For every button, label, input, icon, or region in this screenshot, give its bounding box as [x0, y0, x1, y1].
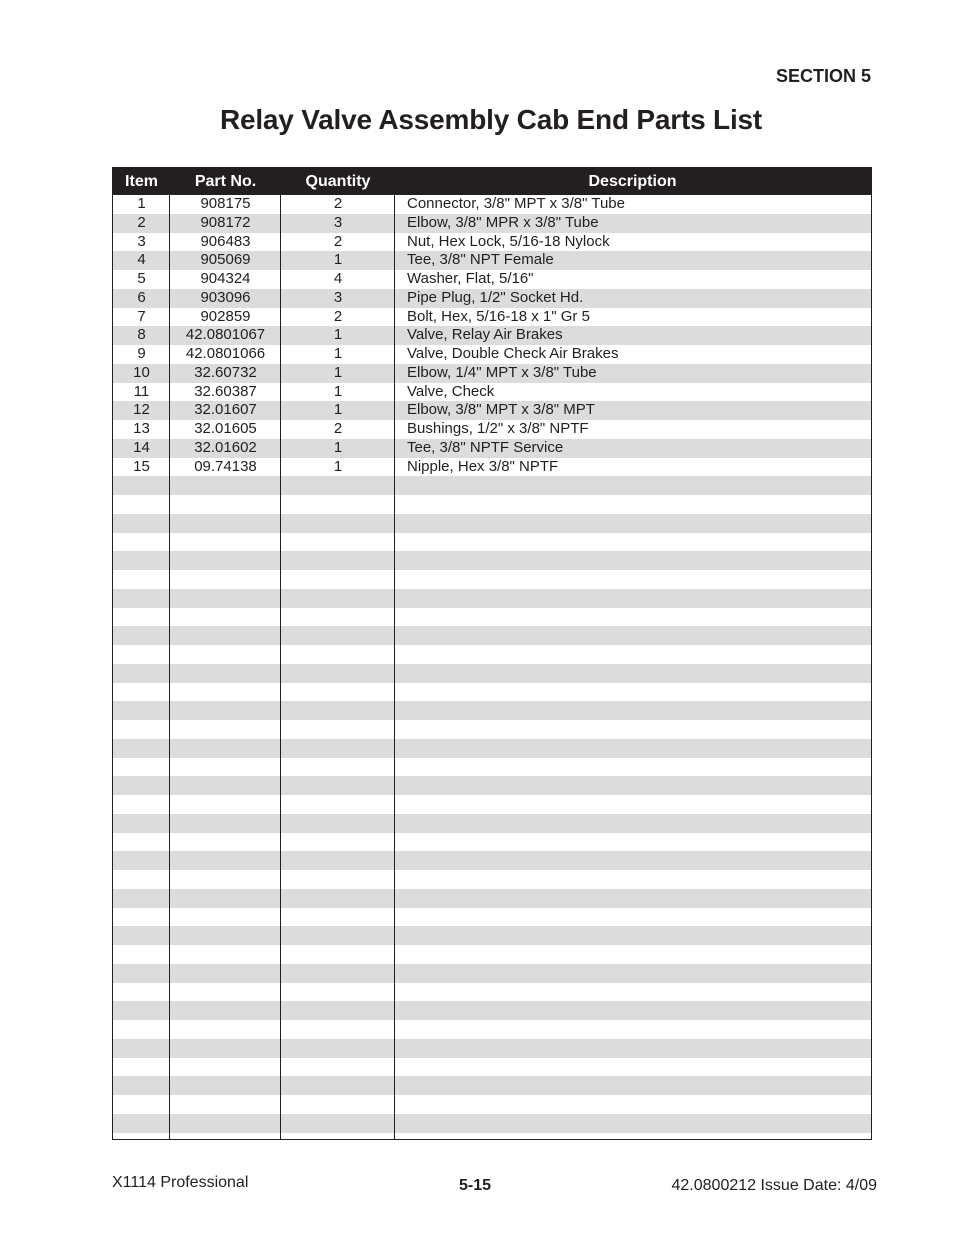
cell-item: 5: [137, 270, 146, 287]
cell-description: Connector, 3/8" MPT x 3/8" Tube: [407, 195, 625, 212]
cell-item: 13: [133, 420, 150, 437]
table-row: [113, 664, 871, 683]
table-row: [113, 758, 871, 777]
cell-item: 6: [137, 288, 146, 306]
table-row: [113, 551, 871, 570]
cell-quantity: 1: [333, 382, 343, 400]
cell-part-no: 904324: [200, 270, 251, 287]
table-row: [113, 833, 871, 852]
cell-quantity: 1: [333, 457, 343, 475]
table-row: [113, 1095, 871, 1114]
column-divider: [394, 195, 395, 1139]
table-row: [113, 889, 871, 908]
table-header: [113, 168, 871, 195]
table-row: [113, 476, 871, 495]
cell-part-no: 905069: [200, 251, 251, 269]
cell-item: 2: [137, 213, 146, 231]
cell-item: 7: [137, 307, 146, 325]
table-row: [113, 326, 871, 345]
cell-item: 15: [133, 457, 150, 475]
footer-issue-date: 42.0800212 Issue Date: 4/09: [671, 1177, 877, 1194]
cell-description: Elbow, 3/8" MPR x 3/8" Tube: [407, 213, 599, 231]
table-row: [113, 420, 871, 439]
cell-description: Nut, Hex Lock, 5/16-18 Nylock: [407, 232, 610, 250]
cell-description: Washer, Flat, 5/16": [407, 270, 534, 287]
cell-quantity: 2: [333, 420, 343, 437]
column-header-part-no: Part No.: [194, 173, 257, 190]
section-label: SECTION 5: [775, 66, 871, 86]
cell-part-no: 42.0801067: [185, 326, 266, 344]
table-row: [113, 570, 871, 589]
cell-description: Elbow, 3/8" MPT x 3/8" MPT: [407, 401, 595, 419]
table-row: [113, 533, 871, 552]
table-row: [113, 701, 871, 720]
table-row: [113, 270, 871, 289]
cell-description: Tee, 3/8" NPTF Service: [407, 438, 564, 456]
table-row: [113, 1133, 871, 1141]
cell-quantity: 1: [333, 363, 343, 381]
cell-part-no: 908175: [200, 195, 251, 212]
cell-description: Bushings, 1/2" x 3/8" NPTF: [407, 420, 589, 437]
table-row: [113, 439, 871, 458]
table-row: [113, 345, 871, 364]
cell-quantity: 2: [333, 195, 343, 212]
table-row: [113, 495, 871, 514]
cell-item: 14: [133, 438, 150, 456]
cell-item: 8: [137, 326, 146, 344]
table-row: [113, 1020, 871, 1039]
table-row: [113, 870, 871, 889]
table-row: [113, 739, 871, 758]
table-row: [113, 683, 871, 702]
cell-description: Valve, Check: [407, 382, 495, 400]
table-row: [113, 795, 871, 814]
cell-item: 10: [133, 363, 150, 381]
table-row: [113, 589, 871, 608]
table-row: [113, 626, 871, 645]
table-row: [113, 514, 871, 533]
footer-model: X1114 Professional: [112, 1174, 249, 1191]
cell-description: Tee, 3/8" NPT Female: [407, 251, 554, 269]
cell-quantity: 2: [333, 307, 343, 325]
column-header-description: Description: [588, 173, 677, 190]
cell-description: Bolt, Hex, 5/16-18 x 1" Gr 5: [407, 307, 590, 325]
table-row: [113, 195, 871, 214]
cell-part-no: 32.01602: [194, 438, 257, 456]
table-row: [113, 251, 871, 270]
cell-part-no: 908172: [200, 213, 251, 231]
table-row: [113, 214, 871, 233]
table-row: [113, 926, 871, 945]
cell-part-no: 09.74138: [194, 457, 257, 475]
page-title: Relay Valve Assembly Cab End Parts List: [219, 104, 763, 135]
table-row: [113, 1058, 871, 1077]
cell-quantity: 3: [333, 288, 343, 306]
cell-quantity: 2: [333, 232, 343, 250]
column-header-quantity: Quantity: [305, 173, 371, 190]
cell-part-no: 906483: [200, 232, 251, 250]
cell-item: 3: [137, 232, 146, 250]
table-row: [113, 289, 871, 308]
cell-description: Valve, Relay Air Brakes: [407, 326, 563, 344]
table-row: [113, 776, 871, 795]
cell-item: 1: [137, 195, 146, 212]
table-row: [113, 1114, 871, 1133]
table-row: [113, 645, 871, 664]
cell-item: 12: [133, 401, 150, 419]
cell-part-no: 32.01607: [194, 401, 257, 419]
column-divider: [280, 195, 281, 1139]
cell-part-no: 32.60732: [194, 363, 257, 381]
table-row: [113, 458, 871, 477]
cell-item: 11: [133, 382, 150, 400]
cell-part-no: 902859: [200, 307, 251, 325]
table-row: [113, 814, 871, 833]
cell-item: 4: [137, 251, 146, 269]
table-row: [113, 720, 871, 739]
parts-table: [112, 167, 872, 1140]
cell-quantity: 1: [333, 438, 343, 456]
column-divider: [169, 195, 170, 1139]
cell-description: Nipple, Hex 3/8" NPTF: [407, 457, 559, 475]
table-row: [113, 945, 871, 964]
table-row: [113, 383, 871, 402]
cell-part-no: 42.0801066: [185, 345, 266, 362]
cell-part-no: 903096: [200, 288, 251, 306]
cell-quantity: 3: [333, 213, 343, 231]
table-row: [113, 1076, 871, 1095]
cell-quantity: 1: [333, 326, 343, 344]
cell-part-no: 32.01605: [194, 420, 257, 437]
cell-item: 9: [137, 345, 146, 362]
table-row: [113, 964, 871, 983]
table-row: [113, 401, 871, 420]
table-row: [113, 364, 871, 383]
cell-description: Elbow, 1/4" MPT x 3/8" Tube: [407, 363, 597, 381]
table-row: [113, 1001, 871, 1020]
footer-page-number: 5-15: [459, 1177, 492, 1194]
table-row: [113, 308, 871, 327]
table-row: [113, 983, 871, 1002]
column-header-item: Item: [125, 173, 158, 190]
cell-description: Pipe Plug, 1/2" Socket Hd.: [407, 288, 584, 306]
cell-description: Valve, Double Check Air Brakes: [407, 345, 619, 362]
table-row: [113, 233, 871, 252]
cell-quantity: 1: [333, 401, 343, 419]
cell-quantity: 4: [333, 270, 343, 287]
cell-quantity: 1: [333, 345, 343, 362]
cell-part-no: 32.60387: [194, 382, 257, 400]
table-row: [113, 851, 871, 870]
table-row: [113, 1039, 871, 1058]
table-body: [113, 195, 871, 1139]
table-row: [113, 608, 871, 627]
cell-quantity: 1: [333, 251, 343, 269]
table-row: [113, 908, 871, 927]
